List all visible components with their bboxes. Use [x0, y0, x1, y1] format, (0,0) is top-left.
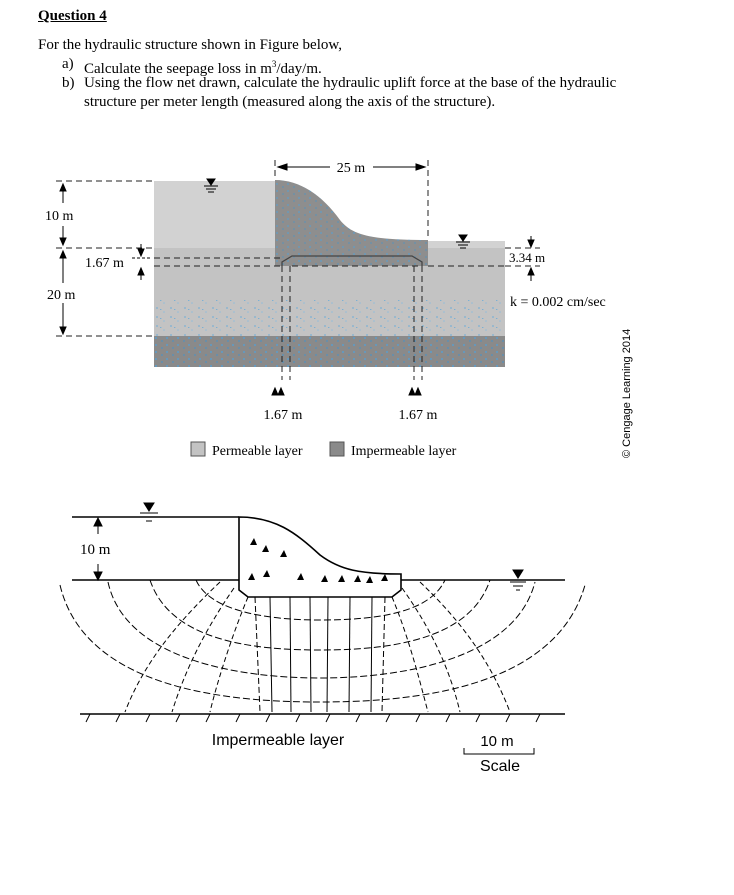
equipotential-lines: [125, 582, 510, 712]
width-label: 25 m: [336, 161, 366, 176]
part-b-text: Using the flow net drawn, calculate the hydraulic uplift force at the base of the hydraulic structure per meter length (measured along the axis of the structure).: [84, 75, 617, 110]
flow-lines: [60, 580, 585, 702]
upstream-head-label: 10 m: [45, 209, 74, 224]
question-intro: For the hydraulic structure shown in Figure below,: [38, 37, 342, 53]
part-b-letter: b): [62, 75, 75, 91]
cutoff-right-label: 1.67 m: [398, 408, 438, 423]
cutoff-left-label: 1.67 m: [263, 408, 303, 423]
flownet-base-label: Impermeable layer: [211, 732, 345, 749]
legend-impermeable-swatch: [330, 442, 344, 456]
legend-permeable-label: Permeable layer: [212, 444, 303, 459]
impermeable-speckle: [154, 336, 505, 367]
cutoff-arrows: [272, 388, 421, 395]
part-a-letter: a): [62, 56, 74, 72]
layer-depth-label: 20 m: [47, 288, 76, 303]
scale-bar: [464, 748, 534, 754]
question-title: Question 4: [38, 8, 107, 24]
flownet-downstream-water-table-icon: [510, 570, 526, 590]
flownet-dam: [239, 517, 401, 597]
structure-speckle: [275, 180, 428, 266]
dam-aggregate-marks: [248, 538, 388, 583]
legend-impermeable-label: Impermeable layer: [351, 444, 457, 459]
part-a-text: Calculate the seepage loss in m: [84, 61, 272, 77]
part-a-superscript: 3: [271, 59, 277, 69]
flownet-head-label: 10 m: [80, 542, 111, 558]
flownet-head-dimension: [94, 518, 102, 580]
upstream-water: [154, 181, 275, 248]
impermeable-hatch: [86, 714, 540, 722]
scale-label: Scale: [479, 758, 521, 775]
flownet-upstream-water-table-icon: [140, 503, 158, 521]
embed-depth-label: 1.67 m: [85, 256, 124, 271]
scale-value-label: 10 m: [480, 733, 514, 750]
permeable-speckle: [154, 300, 505, 336]
downstream-head-label: 3.34 m: [509, 250, 546, 265]
legend-permeable-swatch: [191, 442, 205, 456]
copyright-text: © Cengage Learning 2014: [621, 328, 633, 458]
part-a-text-end: /day/m.: [276, 61, 322, 77]
permeability-label: k = 0.002 cm/sec: [510, 295, 606, 310]
